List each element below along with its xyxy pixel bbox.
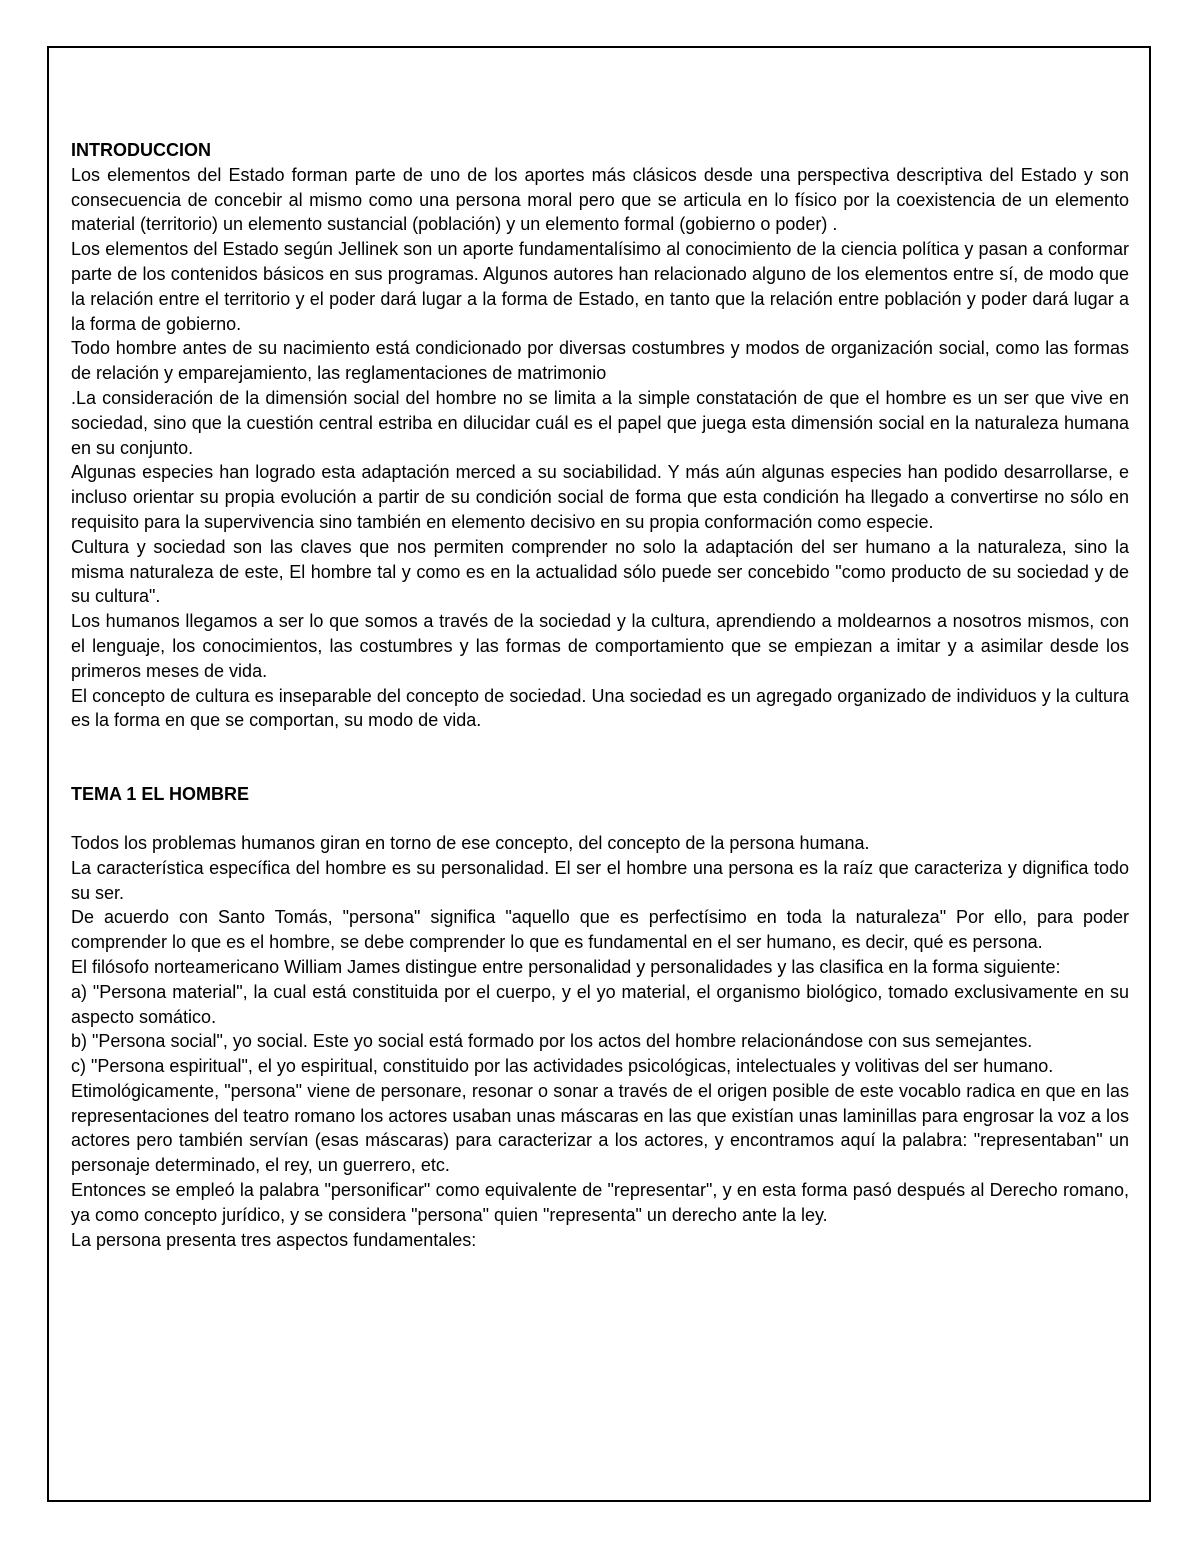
- list-item-persona-material: a) "Persona material", la cual está constituida por el cuerpo, y el yo material, el organismo biológico, tomado exclusivamente en su aspecto somático.: [71, 981, 1129, 1027]
- paragraph: La característica específica del hombre es su personalidad. El ser el hombre una persona es la raíz que caracteriza y dignifica todo su ser.: [71, 857, 1129, 903]
- paragraph: Cultura y sociedad son las claves que nos permiten comprender no solo la adaptación del ser humano a la naturaleza, sino la misma naturaleza de este, El hombre tal y como es en la actualidad sólo puede ser concebido "como producto de su sociedad y de su cultura".: [71, 536, 1129, 607]
- paragraph: Los humanos llegamos a ser lo que somos a través de la sociedad y la cultura, aprendiendo a moldearnos a nosotros mismos, con el lenguaje, los conocimientos, las costumbres y las formas de comportamiento que se empiezan a imitar y a asimilar desde los primeros meses de vida.: [71, 611, 1129, 681]
- paragraph: Entonces se empleó la palabra "personificar" como equivalente de "representar", y en esta forma pasó después al Derecho romano, ya como concepto jurídico, y se considera "persona" quien "representa" un derecho ante la ley.: [71, 1180, 1129, 1225]
- list-item-persona-espiritual: c) "Persona espiritual", el yo espiritual, constituido por las actividades psicológicas, intelectuales y volitivas del ser humano.: [71, 1056, 1054, 1077]
- paragraph: Los elementos del Estado forman parte de uno de los aportes más clásicos desde una perspectiva descriptiva del Estado y son consecuencia de concebir al mismo como una persona moral pero que se articula en lo físico por la coexistencia de un elemento material (territorio) un elemento sustancial (población) y un elemento formal (gobierno o poder) .: [71, 164, 1129, 235]
- paragraph: Los elementos del Estado según Jellinek son un aporte fundamentalísimo al conocimiento de la ciencia política y pasan a conformar parte de los contenidos básicos en sus programas. Algunos autores han relacionado alguno de los elementos entre sí, de modo que la relación entre el territorio y el poder dará lugar a la forma de Estado, en tanto que la relación entre población y poder dará lugar a la forma de gobierno.: [71, 239, 1129, 334]
- paragraph: De acuerdo con Santo Tomás, "persona" significa "aquello que es perfectísimo en toda la naturaleza" Por ello, para poder comprender lo que es el hombre, se debe comprender lo que es fundamental en el ser humano, es decir, qué es persona.: [71, 907, 1129, 953]
- paragraph: .La consideración de la dimensión social del hombre no se limita a la simple constatación de que el hombre es un ser que vive en sociedad, sino que la cuestión central estriba en dilucidar cuál es el papel que juega esta dimensión social en la naturaleza humana en su conjunto.: [71, 387, 1129, 458]
- heading-spacer: [71, 807, 1129, 831]
- paragraph: Algunas especies han logrado esta adaptación merced a su sociabilidad. Y más aún algunas especies han podido desarrollarse, e incluso orientar su propia evolución a partir de su condición social de forma que esta condición ha llegado a convertirse no sólo en requisito para la supervivencia sino también en elemento decisivo en su propia conformación como especie.: [71, 462, 1129, 532]
- list-item-persona-social: b) "Persona social", yo social. Este yo social está formado por los actos del hombre relacionándose con sus semejantes.: [71, 1031, 1033, 1052]
- section-spacer: [71, 733, 1129, 782]
- paragraph: Etimológicamente, "persona" viene de personare, resonar o sonar a través de el origen posible de este vocablo radica en que en las representaciones del teatro romano los actores usaban unas máscaras en las que existían unas laminillas para engrosar la voz a los actores pero también servían (esas máscaras) para caracterizar a los actores, y encontramos aquí la palabra: "representaban" un personaje determinado, el rey, un guerrero, etc.: [71, 1080, 1129, 1176]
- section-heading-tema-1: TEMA 1 EL HOMBRE: [71, 784, 250, 805]
- paragraph: El filósofo norteamericano William James distingue entre personalidad y personalidades y las clasifica en la forma siguiente:: [71, 956, 1061, 977]
- paragraph: El concepto de cultura es inseparable del concepto de sociedad. Una sociedad es un agregado organizado de individuos y la cultura es la forma en que se comportan, su modo de vida.: [71, 685, 1129, 731]
- document-body: [71, 138, 1129, 1252]
- section-heading-introduccion: INTRODUCCION: [71, 140, 211, 160]
- paragraph: La persona presenta tres aspectos fundamentales:: [71, 1229, 477, 1250]
- paragraph: Todo hombre antes de su nacimiento está condicionado por diversas costumbres y modos de organización social, como las formas de relación y emparejamiento, las reglamentaciones de matrimonio: [71, 338, 1129, 384]
- paragraph: Todos los problemas humanos giran en torno de ese concepto, del concepto de la persona humana.: [71, 832, 870, 853]
